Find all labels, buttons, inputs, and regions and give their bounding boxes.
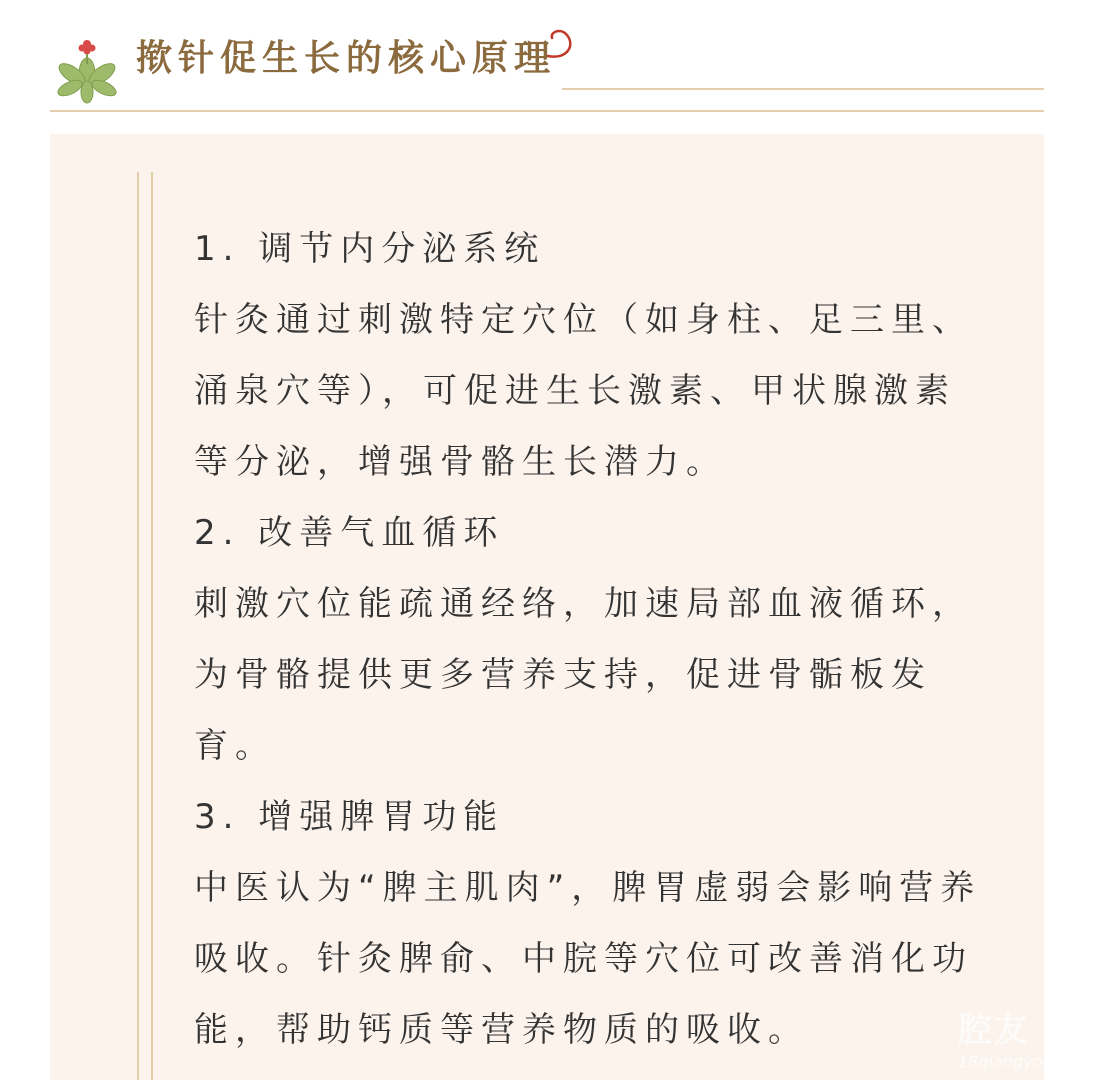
paragraph-line: 能，帮助钙质等营养物质的吸收。: [194, 1010, 809, 1050]
paragraph-line: 为骨骼提供更多营养支持，促进骨骺板发: [194, 655, 932, 695]
red-swirl-icon: [540, 26, 580, 66]
section-heading: 1. 调节内分泌系统: [194, 229, 546, 269]
section-heading: 2. 改善气血循环: [194, 513, 505, 553]
paragraph-line: 中医认为“脾主肌肉”，脾胃虚弱会影响营养: [194, 868, 982, 908]
paragraph-line: 针灸通过刺激特定穴位（如身柱、足三里、: [194, 300, 973, 340]
paragraph-line: 涌泉穴等），可促进生长激素、甲状腺激素: [194, 371, 956, 411]
watermark: 腔友: [958, 1010, 1030, 1050]
title-underline: [562, 88, 1044, 90]
card-border-line: [151, 172, 153, 1080]
header-divider: [50, 110, 1044, 112]
paragraph-line: 等分泌，增强骨骼生长潜力。: [194, 442, 727, 482]
paragraph-line: 吸收。针灸脾俞、中脘等穴位可改善消化功: [194, 939, 973, 979]
watermark-subtext: 18qiangyou: [958, 1052, 1053, 1071]
header: [0, 0, 1094, 120]
article-body: [194, 214, 1004, 1066]
section-heading: 3. 增强脾胃功能: [194, 797, 505, 837]
card-border-line: [137, 172, 139, 1080]
paragraph-line: 刺激穴位能疏通经络，加速局部血液循环，: [194, 584, 973, 624]
page-title: 揿针促生长的核心原理: [136, 38, 557, 79]
paragraph-line: 育。: [194, 726, 276, 766]
ginseng-flower-icon: [50, 30, 124, 104]
